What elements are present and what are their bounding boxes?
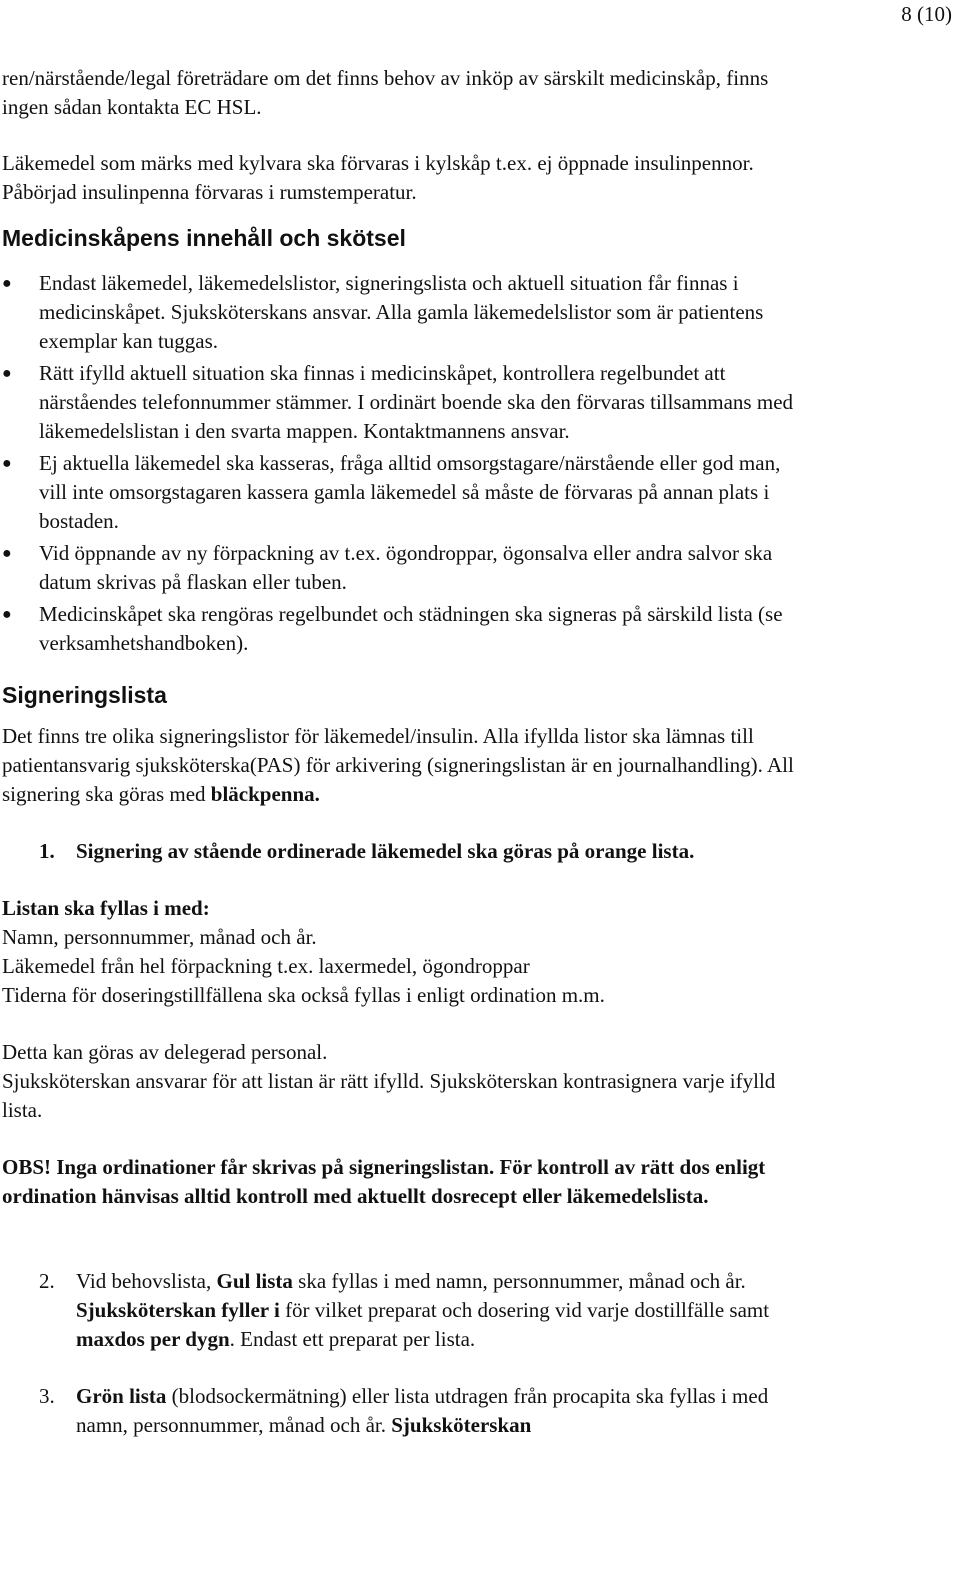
list-item: ● Vid öppnande av ny förpackning av t.ex. ögondroppar, ögonsalva eller andra salvor ska datum skrivas på flaskan eller tuben. (2, 541, 773, 594)
numbered-item-1: 1. Signering av stående ordinerade läkemedel ska göras på orange lista. (39, 839, 695, 863)
bullet-icon: ● (2, 606, 12, 623)
list-item: ● Ej aktuella läkemedel ska kasseras, fråga alltid omsorgstagare/närstående eller god man, vill inte omsorgstagaren kassera gamla läkemedel så måste de förvaras på annan plats i bostaden. (2, 451, 781, 533)
numbered-item-2: 2. Vid behovslista, Gul lista ska fyllas i med namn, personnummer, månad och år. Sjuksköterskan fyller i för vilket preparat och dosering vid varje dostillfälle samt maxdos per dygn. Endast ett preparat per lista. (39, 1269, 770, 1351)
bullet-icon: ● (2, 275, 12, 292)
obs-notice: OBS! Inga ordinationer får skrivas på signeringslistan. För kontroll av rätt dos enligt ordination hänvisas alltid kontroll med aktuellt dosrecept eller läkemedelslista. (2, 1155, 766, 1208)
medicinskap-bullet-list (2, 269, 802, 658)
bullet-icon: ● (2, 455, 12, 472)
list-item: ● Medicinskåpet ska rengöras regelbundet och städningen ska signeras på särskild lista (se verksamhetshandboken). (2, 602, 783, 655)
fill-line: Läkemedel från hel förpackning t.ex. laxermedel, ögondroppar (2, 954, 530, 978)
intro-paragraph-2: Läkemedel som märks med kylvara ska förvaras i kylskåp t.ex. ej öppnade insulinpennor. Påbörjad insulinpenna förvaras i rumstemperatur. (2, 151, 754, 204)
list-item: ● Rätt ifylld aktuell situation ska finnas i medicinskåpet, kontrollera regelbundet att närståendes telefonnummer stämmer. I ordinärt boende ska den förvaras tillsammans med läkemedelslistan i den svarta mappen. Kontaktmannens ansvar. (2, 361, 794, 443)
document-body (2, 64, 802, 1440)
bullet-icon: ● (2, 545, 12, 562)
section-heading-signeringslista: Signeringslista (2, 682, 167, 708)
signeringslista-intro: Det finns tre olika signeringslistor för läkemedel/insulin. Alla ifyllda listor ska lämnas till patientansvarig sjuksköterska(PAS) för arkivering (signeringslistan är en journalhandling). All signering ska göras med bläckpenna. (2, 724, 794, 806)
delegate-line: Detta kan göras av delegerad personal. (2, 1040, 328, 1064)
fill-line: Namn, personnummer, månad och år. (2, 925, 317, 949)
bullet-icon: ● (2, 365, 12, 382)
fill-heading: Listan ska fyllas i med: (2, 896, 210, 920)
section-heading-medicinskap: Medicinskåpens innehåll och skötsel (2, 225, 406, 251)
page-number: 8 (10) (901, 2, 952, 26)
list-item: ● Endast läkemedel, läkemedelslistor, signeringslista och aktuell situation får finnas i medicinskåpet. Sjuksköterskans ansvar. Alla gamla läkemedelslistor som är patientens exemplar kan tuggas. (2, 271, 764, 353)
delegate-line: Sjuksköterskan ansvarar för att listan är rätt ifylld. Sjuksköterskan kontrasignera varje ifylld lista. (2, 1069, 776, 1122)
intro-paragraph-1: ren/närstående/legal företrädare om det finns behov av inköp av särskilt medicinskåp, finns ingen sådan kontakta EC HSL. (2, 66, 769, 119)
numbered-item-3: 3. Grön lista (blodsockermätning) eller lista utdragen från procapita ska fyllas i med namn, personnummer, månad och år. Sjuksköterskan (39, 1384, 769, 1437)
fill-line: Tiderna för doseringstillfällena ska också fyllas i enligt ordination m.m. (2, 983, 605, 1007)
